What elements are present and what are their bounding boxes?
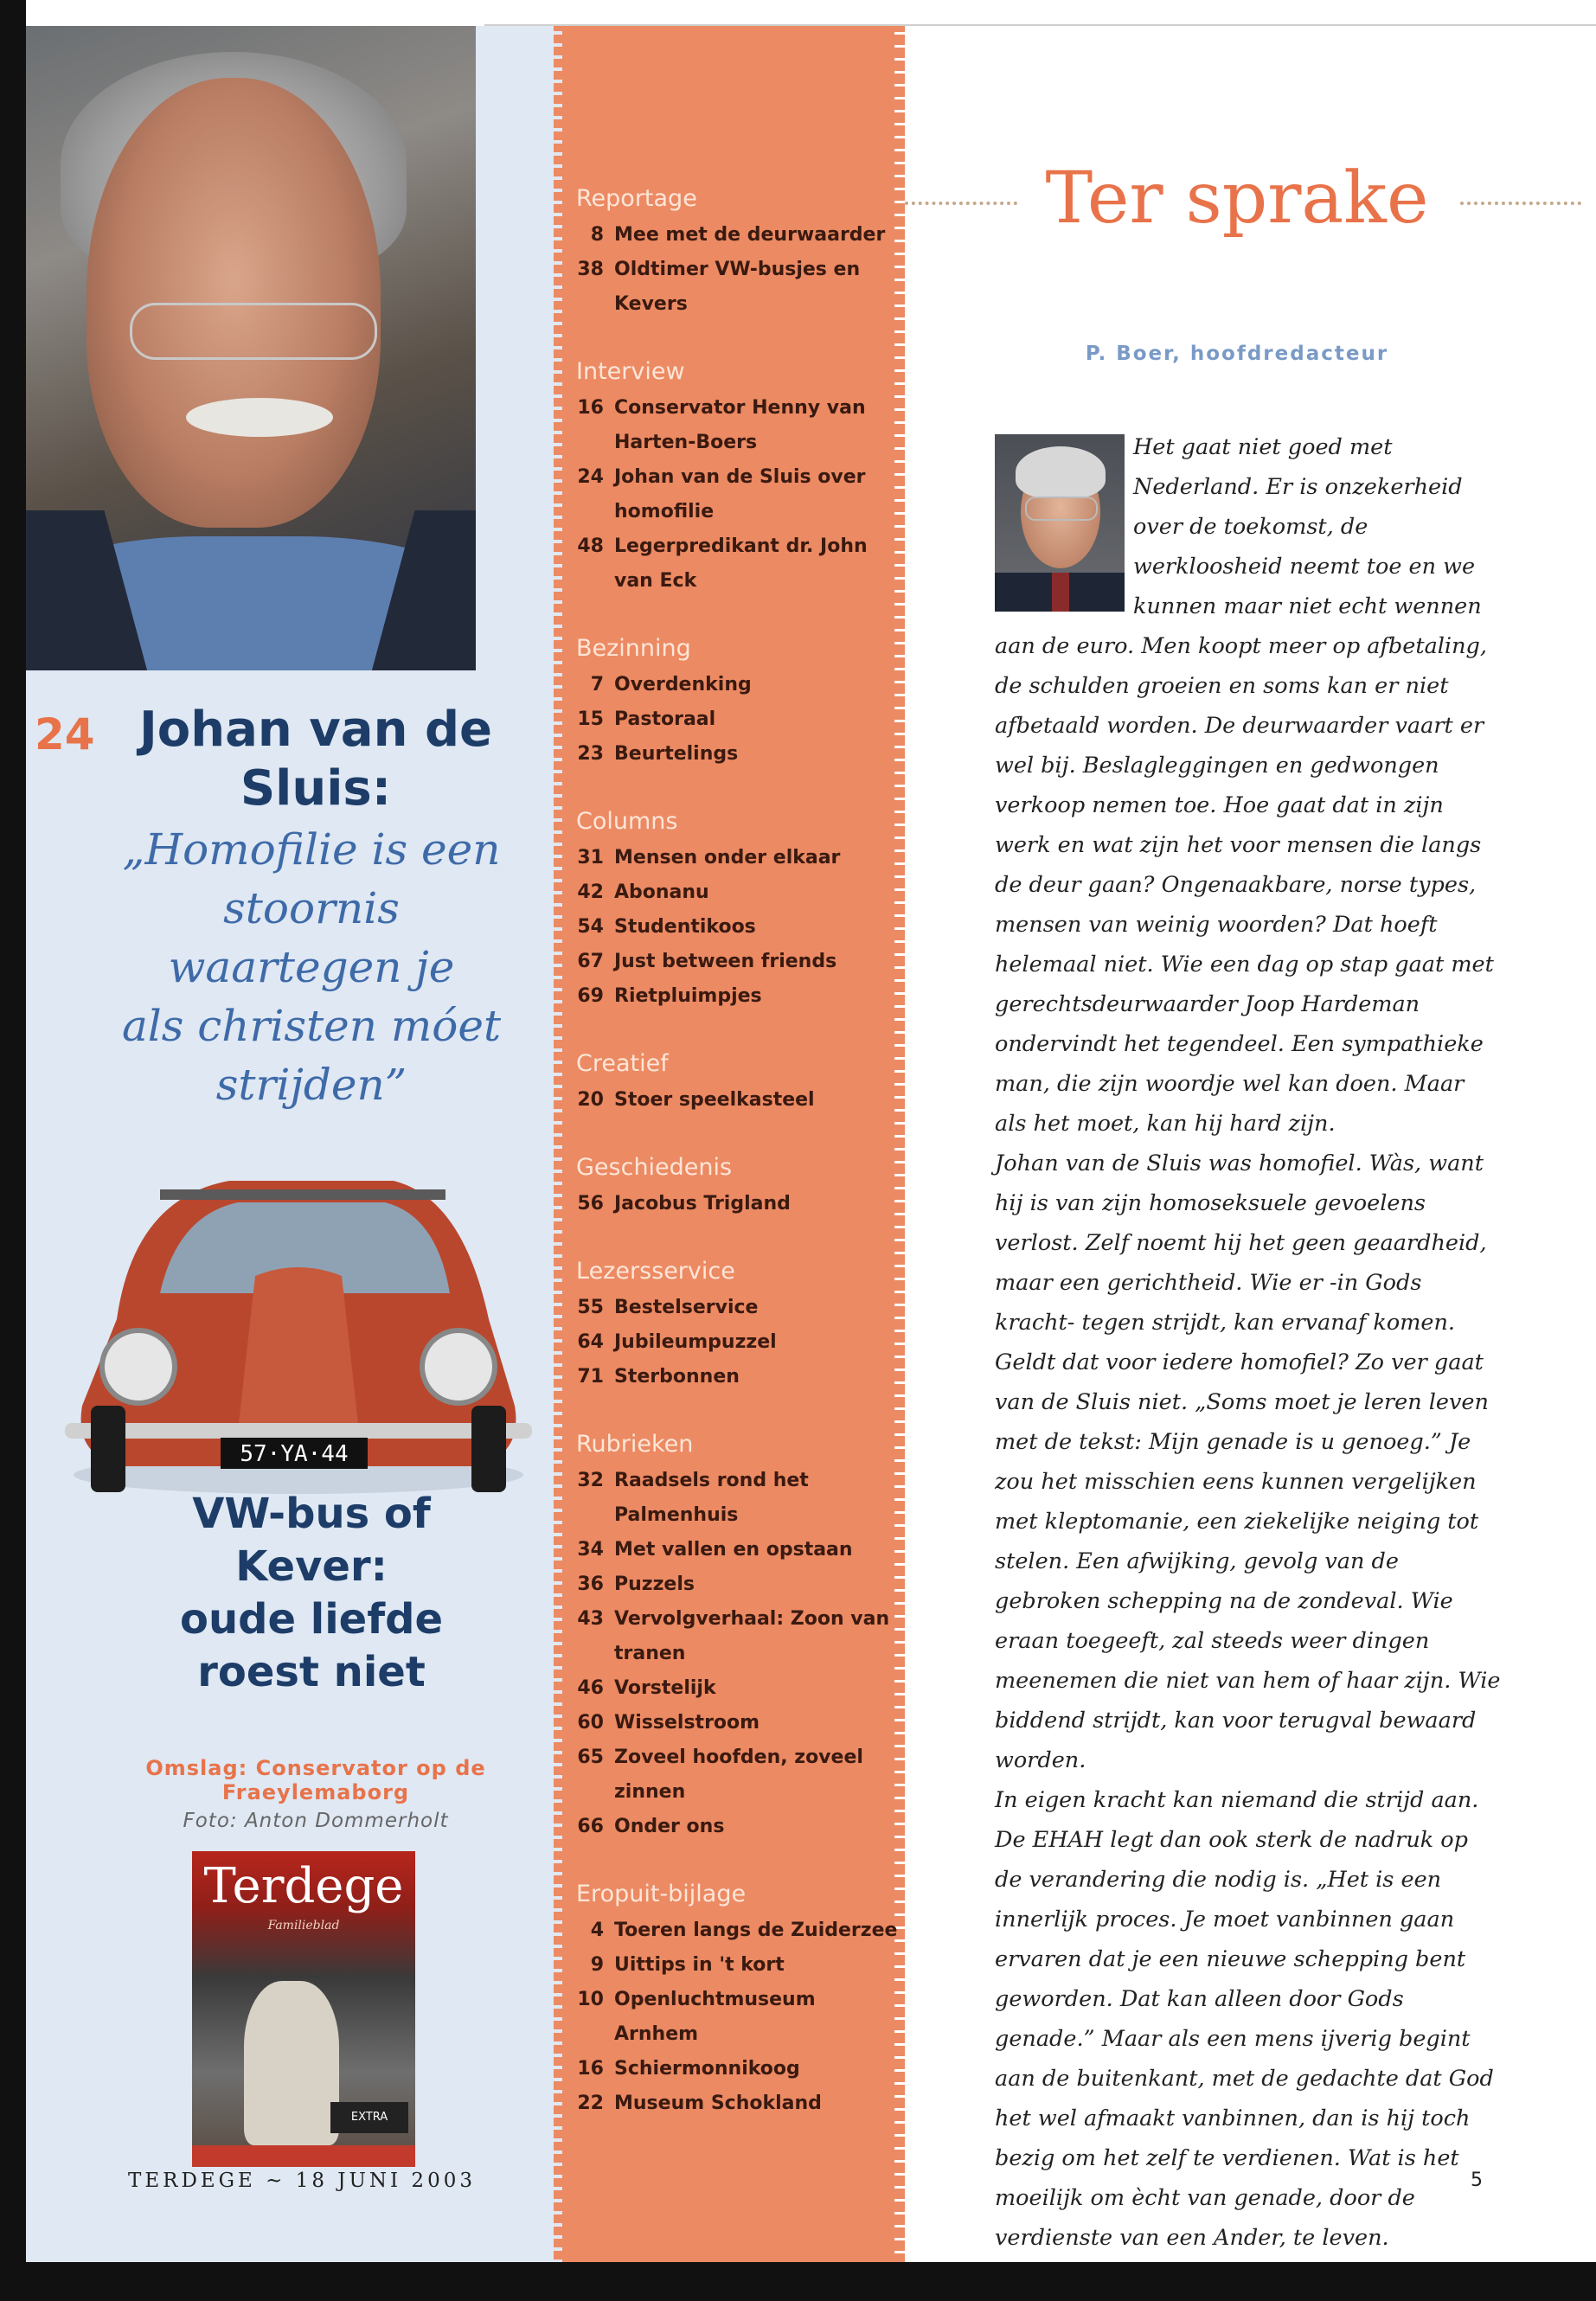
toc-group (576, 1879, 898, 2121)
toc-section-heading: Rubrieken (576, 1431, 694, 1458)
toc-entry-title: Conservator Henny van Harten-Boers (614, 397, 866, 453)
toc-section-heading: Eropuit-bijlage (576, 1881, 747, 1907)
toc-entry-page: 60 (577, 1712, 604, 1734)
toc-entry-page: 69 (577, 985, 604, 1007)
toc-entry[interactable] (576, 910, 898, 945)
toc-entry[interactable] (576, 737, 898, 772)
toc-entry[interactable] (576, 1913, 898, 1948)
portrait-photo-editor (995, 434, 1125, 612)
toc-entry-page: 15 (577, 708, 604, 730)
toc-entry-title: Vervolgverhaal: Zoon van tranen (614, 1608, 890, 1664)
toc-entry-page: 66 (577, 1816, 604, 1837)
toc-entry-page: 7 (590, 674, 604, 695)
page-edge-bottom (0, 2262, 1596, 2301)
toc-entry[interactable] (576, 979, 898, 1014)
toc-entry-page: 67 (577, 951, 604, 972)
toc-section-heading: Bezinning (576, 635, 691, 662)
toc-entry-title: Rietpluimpjes (614, 985, 762, 1007)
toc-entry-title: Johan van de Sluis over homofilie (614, 466, 866, 522)
toc-entry[interactable] (576, 253, 898, 322)
toc-entry-page: 48 (577, 535, 604, 557)
toc-entry[interactable] (576, 1740, 898, 1810)
toc-entry[interactable] (576, 1983, 898, 2052)
toc-entry-page: 10 (577, 1989, 604, 2010)
toc-entry[interactable] (576, 1671, 898, 1706)
toc-group (576, 633, 898, 772)
toc-entry-title: Met vallen en opstaan (614, 1539, 853, 1561)
headline-dots-left (905, 202, 1017, 205)
toc-group (576, 1256, 898, 1394)
article-paragraph: Het gaat niet goed met Nederland. Er is onzekerheid over de toekomst, de werkloosheid neemt toe en we kunnen maar niet echt wennen aan de euro. Men koopt meer op afbetaling, de schulden groeien en soms kan er niet afbetaald worden. De deurwaarder vaart er wel bij. Beslagleggingen en gedwongen verkoop nemen toe. Hoe gaat dat in zijn werk en wat zijn het voor mensen die langs de deur gaan? Ongenaakbare, norse types, mensen van weinig woorden? Dat hoeft helemaal niet. Wie een dag op stap gaat met gerechtsdeurwaarder Joop Hardeman ondervindt het tegendeel. Een sympathieke man, die zijn woordje wel kan doen. Maar als het moet, kan hij hard zijn. (995, 434, 1494, 1137)
toc-entry[interactable] (576, 1083, 898, 1118)
toc-entry-title: Zoveel hoofden, zoveel zinnen (614, 1747, 863, 1803)
toc-entry[interactable] (576, 391, 898, 460)
toc-entry-page: 31 (577, 847, 604, 868)
toc-entry-page: 36 (577, 1574, 604, 1595)
cover-photo-credit: Foto: Anton Dommerholt (183, 1810, 449, 1832)
toc-entry-title: Oldtimer VW-busjes en Kevers (614, 259, 861, 315)
vw-beetle-photo (56, 1146, 541, 1501)
toc-entry-title: Wisselstroom (614, 1712, 760, 1734)
feature-page-number[interactable]: 24 (35, 709, 95, 760)
cover-caption: Omslag: Conservator op de Fraeylemaborg (145, 1756, 486, 1804)
headline-dots-right (1460, 202, 1581, 205)
feature-quote: „Homofilie is een stoornis waartegen je als christen móet strijden” (121, 824, 502, 1110)
toc-entry-page: 4 (590, 1920, 604, 1941)
toc-entry-title: Just between friends (614, 951, 837, 972)
toc-entry-page: 64 (577, 1331, 604, 1353)
page-number: 5 (1471, 2170, 1483, 2191)
toc-section-heading: Columns (576, 808, 678, 835)
toc-entry-page: 55 (577, 1297, 604, 1318)
toc-group (576, 1048, 898, 1118)
toc-section-heading: Interview (576, 358, 685, 385)
toc-entry[interactable] (576, 1187, 898, 1221)
toc-group (576, 806, 898, 1014)
toc-entry-title: Stoer speelkasteel (614, 1089, 815, 1111)
toc-section-heading: Geschiedenis (576, 1154, 733, 1181)
toc-entry-title: Onder ons (614, 1816, 725, 1837)
toc-entry-title: Vorstelijk (614, 1677, 716, 1699)
toc-entry-title: Toeren langs de Zuiderzee (614, 1920, 898, 1941)
toc-entry-title: Sterbonnen (614, 1366, 740, 1388)
toc-entry-page: 32 (577, 1470, 604, 1491)
toc-entry[interactable] (576, 2052, 898, 2086)
feature-vw-title[interactable]: VW-bus of Kever: oude liefde roest niet (179, 1490, 444, 1696)
toc-entry[interactable] (576, 2086, 898, 2121)
article-paragraph: Johan van de Sluis was homofiel. Wàs, want hij is van zijn homoseksuele gevoelens verlost. Zelf noemt hij het geen geaardheid, maar een gerichtheid. Wie er -in Gods kracht- tegen strijdt, kan ervanaf komen. Geldt dat voor iedere homofiel? Zo ver gaat van de Sluis niet. „Soms moet je leren leven met de tekst: Mijn genade is u genoeg.” Je zou het misschien eens kunnen vergelijken met kleptomanie, een ziekelijke neiging tot stelen. Een afwijking, gevolg van de gebroken schepping na de zondeval. Wie eraan toegeeft, zal steeds weer dingen meenemen die niet van hem of haar zijn. Wie biddend strijdt, kan voor terugval bewaard worden. (995, 1150, 1501, 1773)
toc-entry[interactable] (576, 218, 898, 253)
toc-entry[interactable] (576, 1360, 898, 1394)
toc-entry-title: Uittips in 't kort (614, 1954, 785, 1976)
toc-entry-title: Jacobus Trigland (614, 1193, 791, 1215)
toc-entry-page: 42 (577, 881, 604, 903)
toc-entry-title: Puzzels (614, 1574, 695, 1595)
toc-entry-page: 16 (577, 2058, 604, 2080)
toc-entry[interactable] (576, 529, 898, 599)
toc-group (576, 1429, 898, 1844)
toc-entry-page: 54 (577, 916, 604, 938)
article-paragraph: In eigen kracht kan niemand die strijd aan. De EHAH legt dan ook sterk de nadruk op de verandering die nodig is. „Het is een innerlijk proces. Je moet vanbinnen gaan ervaren dat je een nieuwe schepping bent geworden. Dat kan alleen door Gods genade.” Maar als een mens ijverig begint aan de buitenkant, met de gedachte dat God het wel afmaakt vanbinnen, dan is hij toch bezig om het zelf te verdienen. Wat is het moeilijk om ècht van genade, door de verdienste van een Ander, te leven. (995, 1787, 1494, 2251)
cover-masthead: Terdege (203, 1858, 404, 1914)
toc-entry-page: 43 (577, 1608, 604, 1630)
toc-entry-page: 22 (577, 2093, 604, 2114)
toc-entry-title: Mensen onder elkaar (614, 847, 841, 868)
toc-entry-title: Jubileumpuzzel (614, 1331, 777, 1353)
toc-entry-page: 34 (577, 1539, 604, 1561)
toc-entry-page: 20 (577, 1089, 604, 1111)
toc-entry-title: Openluchtmuseum Arnhem (614, 1989, 816, 2045)
toc-entry-page: 71 (577, 1366, 604, 1388)
toc-section-heading: Lezersservice (576, 1258, 735, 1285)
cover-thumbnail (192, 1851, 415, 2167)
toc-entry-title: Studentikoos (614, 916, 756, 938)
toc-group (576, 356, 898, 599)
toc-entry[interactable] (576, 1567, 898, 1602)
article-headline: Ter sprake (1045, 157, 1429, 240)
toc-entry[interactable] (576, 1948, 898, 1983)
toc-entry-title: Bestelservice (614, 1297, 759, 1318)
toc-group (576, 1152, 898, 1221)
toc-group (576, 183, 898, 322)
toc-entry[interactable] (576, 668, 898, 702)
page-edge-left (0, 0, 26, 2301)
toc-entry[interactable] (576, 875, 898, 910)
toc-entry-title: Abonanu (614, 881, 709, 903)
toc-entry-page: 65 (577, 1747, 604, 1768)
toc-entry[interactable] (576, 945, 898, 979)
toc-entry[interactable] (576, 1291, 898, 1325)
toc-entry-page: 38 (577, 259, 604, 280)
article-body (995, 427, 1501, 2258)
toc-entry-title: Beurtelings (614, 743, 739, 765)
portrait-photo-johan (26, 26, 476, 670)
toc-entry[interactable] (576, 460, 898, 529)
footer-issue: TERDEGE ~ 18 JUNI 2003 (128, 2170, 476, 2192)
toc-entry[interactable] (576, 702, 898, 737)
cover-subtitle: Familieblad (267, 1919, 340, 1932)
toc-entry-page: 56 (577, 1193, 604, 1215)
toc-entry-title: Pastoraal (614, 708, 716, 730)
toc-entry[interactable] (576, 1810, 898, 1844)
article-byline: P. Boer, hoofdredacteur (1085, 343, 1389, 365)
toc-entry[interactable] (576, 1706, 898, 1740)
car-license-plate: 57·YA·44 (240, 1441, 349, 1467)
toc-entry[interactable] (576, 841, 898, 875)
toc-entry-title: Legerpredikant dr. John van Eck (614, 535, 868, 592)
toc-entry-page: 8 (590, 224, 604, 246)
toc-entry-title: Mee met de deurwaarder (614, 224, 886, 246)
toc-section-heading: Reportage (576, 185, 697, 212)
toc-entry[interactable] (576, 1533, 898, 1567)
toc-entry[interactable] (576, 1464, 898, 1533)
toc-section-heading: Creatief (576, 1050, 669, 1077)
toc-entry-title: Schiermonnikoog (614, 2058, 800, 2080)
table-of-contents (576, 183, 898, 2156)
toc-entry-title: Raadsels rond het Palmenhuis (614, 1470, 809, 1526)
toc-entry-page: 9 (590, 1954, 604, 1976)
toc-entry-title: Overdenking (614, 674, 752, 695)
toc-entry-page: 24 (577, 466, 604, 488)
feature-name[interactable]: Johan van de Sluis: (138, 702, 493, 817)
left-column (26, 26, 562, 2262)
toc-entry-page: 23 (577, 743, 604, 765)
toc-entry-title: Museum Schokland (614, 2093, 822, 2114)
toc-entry[interactable] (576, 1325, 898, 1360)
toc-entry-page: 46 (577, 1677, 604, 1699)
toc-entry-page: 16 (577, 397, 604, 419)
cover-extra-badge: EXTRA (330, 2102, 408, 2133)
toc-entry[interactable] (576, 1602, 898, 1671)
